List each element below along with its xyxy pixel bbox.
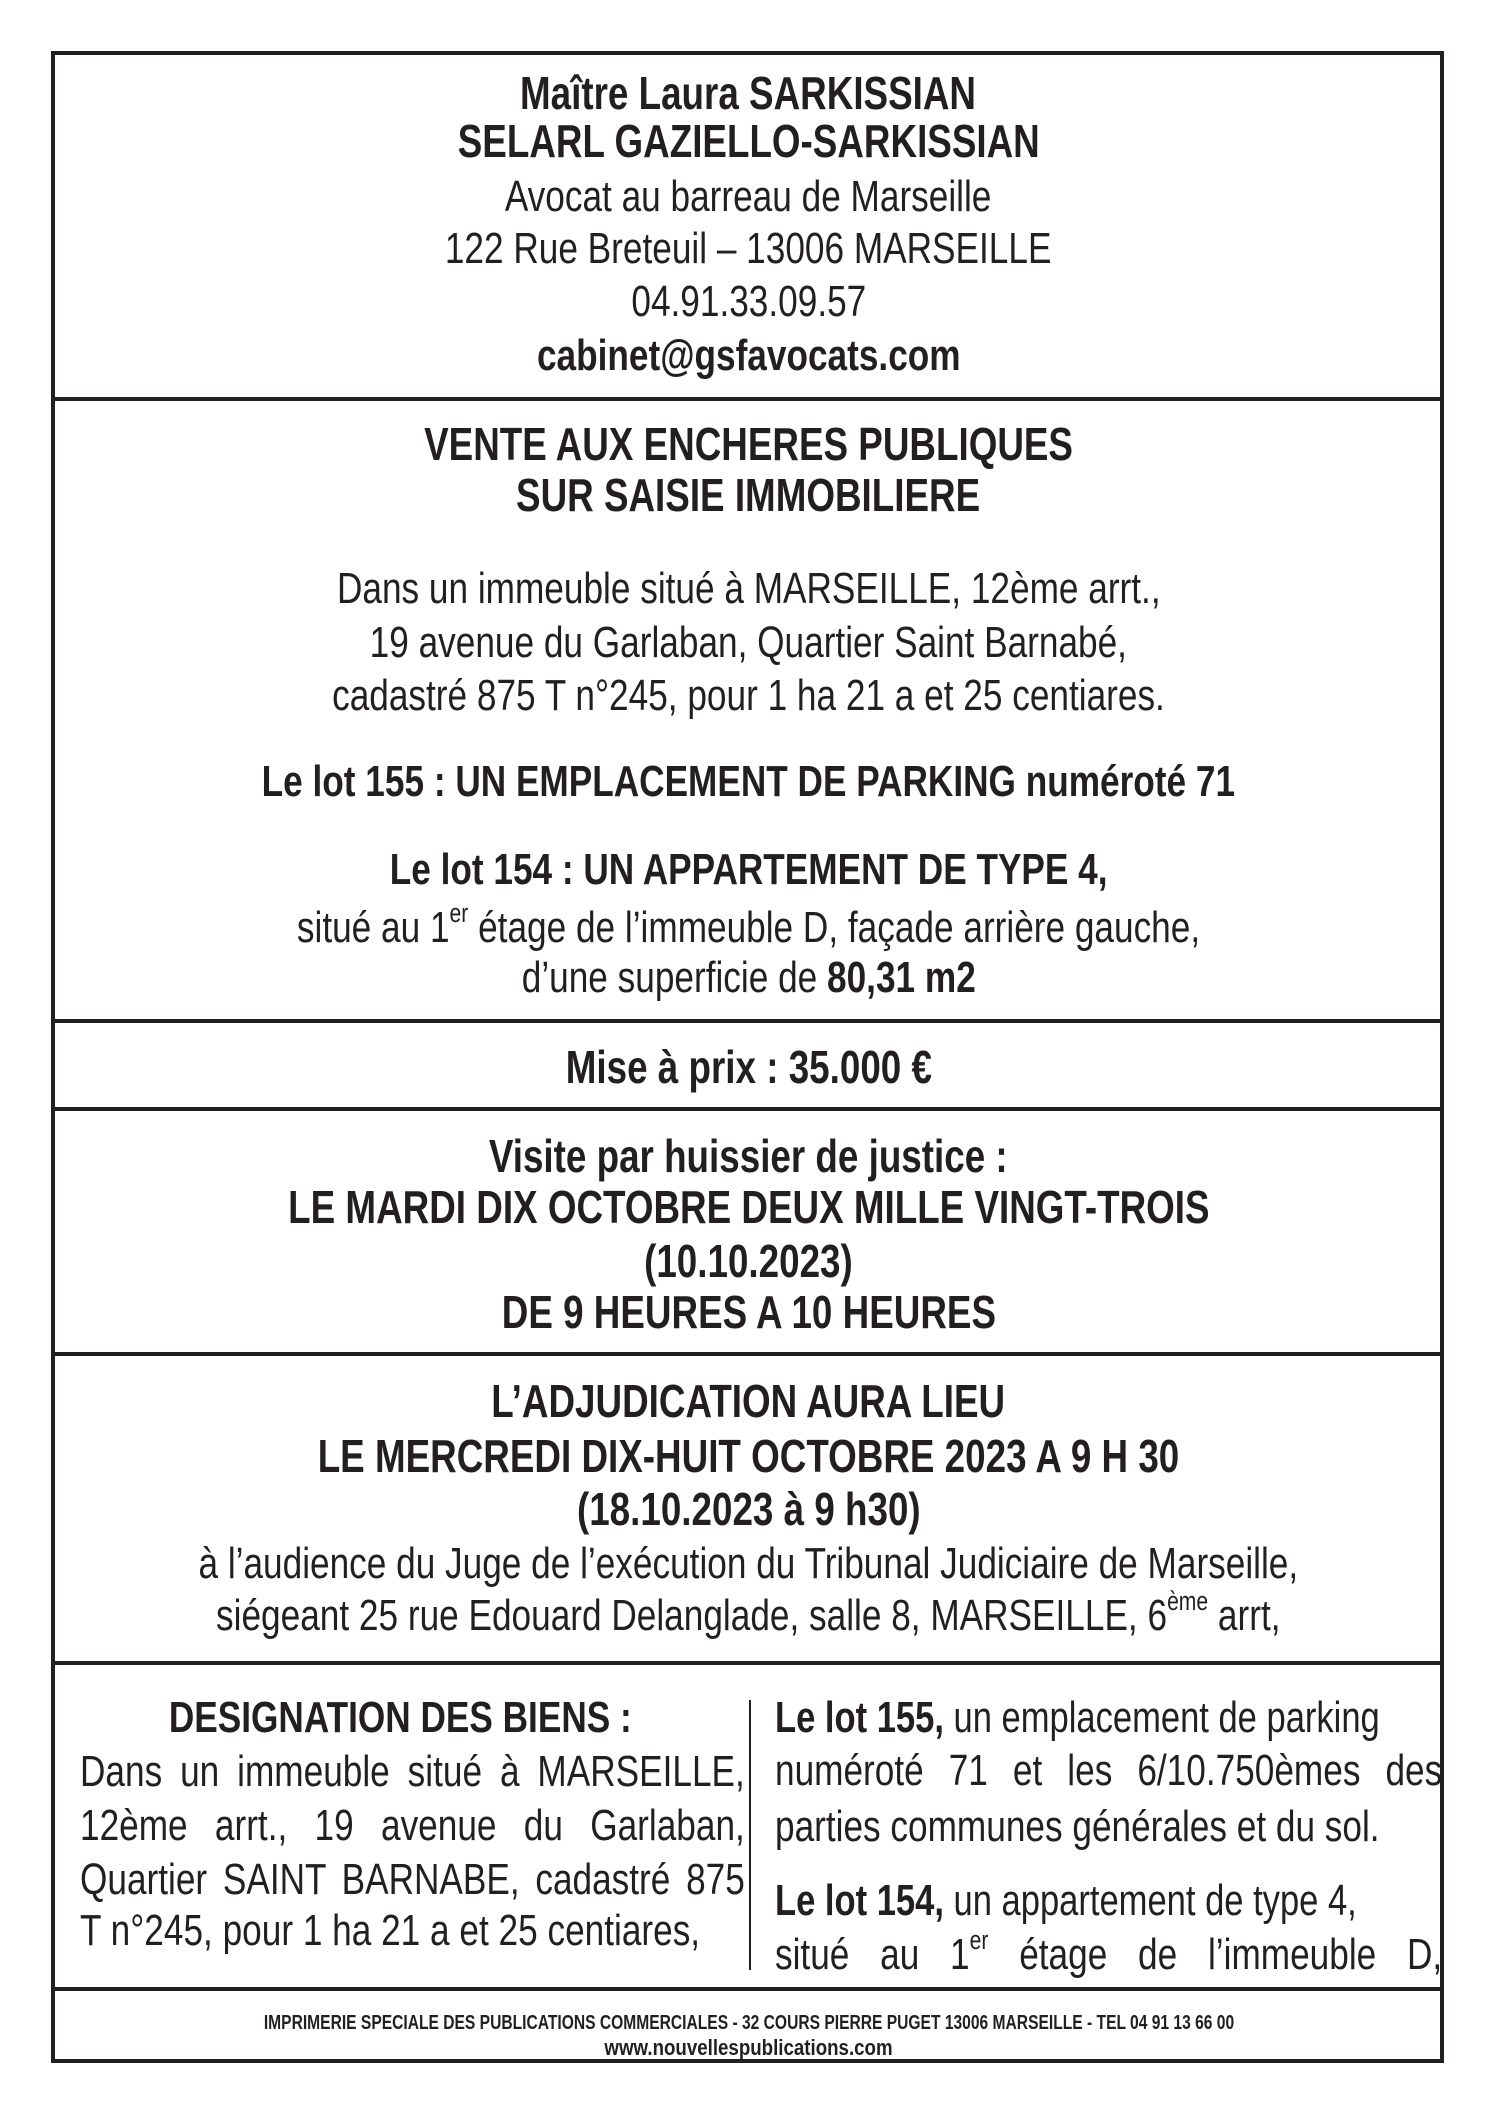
divider-adjudication <box>51 1661 1444 1665</box>
adjudication-line-2: LE MERCREDI DIX-HUIT OCTOBRE 2023 A 9 H 30 <box>317 1430 1180 1482</box>
visit-line-4: DE 9 HEURES A 10 HEURES <box>501 1286 996 1338</box>
visit-line-1: Visite par huissier de justice : <box>489 1130 1008 1182</box>
designation-lot-155-label: Le lot 155, <box>775 1693 944 1742</box>
lot-155-summary <box>0 757 1497 806</box>
designation-lot-154-label: Le lot 154, <box>775 1876 944 1925</box>
adjudication-line-3: (18.10.2023 à 9 h30) <box>576 1483 921 1535</box>
lawyer-address: 122 Rue Breteuil – 13006 MARSEILLE <box>445 224 1052 273</box>
sale-heading-1: VENTE AUX ENCHERES PUBLIQUES <box>424 418 1073 470</box>
lawyer-title: Avocat au barreau de Marseille <box>505 172 992 221</box>
designation-heading: DESIGNATION DES BIENS : <box>168 1693 632 1742</box>
printer-info: IMPRIMERIE SPECIALE DES PUBLICATIONS COMMERCIALES - 32 COURS PIERRE PUGET 13006 MARSEILLE - TEL 04 91 13 66 00 <box>263 2012 1234 2034</box>
adjudication-line-5 <box>0 1586 1497 1640</box>
sale-location-2: 19 avenue du Garlaban, Quartier Saint Barnabé, <box>369 618 1128 667</box>
lawyer-email[interactable]: cabinet@gsfavocats.com <box>536 331 961 380</box>
divider-visit <box>51 1352 1444 1356</box>
lot-154-line-1-b: étage de l’immeuble D, façade arrière gauche, <box>468 903 1201 952</box>
sale-location-3: cadastré 875 T n°245, pour 1 ha 21 a et 25 centiares. <box>332 671 1165 720</box>
lot-155-summary-number: numéroté 71 <box>1016 757 1236 806</box>
visit-line-2: LE MARDI DIX OCTOBRE DEUX MILLE VINGT-TROIS <box>287 1181 1210 1233</box>
adjudication-line-5-b: arrt, <box>1208 1591 1281 1640</box>
sale-heading-2: SUR SAISIE IMMOBILIERE <box>516 469 981 521</box>
designation-left-line-4: T n°245, pour 1 ha 21 a et 25 centiares, <box>80 1906 701 1955</box>
starting-price: Mise à prix : 35.000 € <box>565 1041 932 1093</box>
lot-154-heading: Le lot 154 : UN APPARTEMENT DE TYPE 4, <box>389 845 1108 894</box>
lot-154-line-1-sup: er <box>449 898 469 929</box>
designation-left-line-1: Dans un immeuble situé à MARSEILLE, <box>80 1747 745 1796</box>
divider-sale <box>51 1019 1444 1023</box>
lot-155-summary-bold: Le lot 155 : UN EMPLACEMENT DE PARKING <box>261 757 1017 806</box>
designation-lot-154-line-1 <box>775 1876 1497 1925</box>
designation-lot-154-line-2-sup: er <box>969 1925 989 1956</box>
adjudication-line-1: L’ADJUDICATION AURA LIEU <box>491 1375 1006 1427</box>
designation-lot-155-line-1 <box>775 1693 1497 1742</box>
adjudication-line-4: à l’audience du Juge de l’exécution du Tribunal Judiciaire de Marseille, <box>198 1539 1299 1588</box>
adjudication-line-5-a: siégeant 25 rue Edouard Delanglade, salle 8, MARSEILLE, 6 <box>216 1591 1168 1640</box>
divider-header <box>51 397 1444 401</box>
lot-154-area: 80,31 m2 <box>826 953 976 1002</box>
lot-154-line-2 <box>0 953 1497 1002</box>
designation-lot-154-text: un appartement de type 4, <box>943 1876 1357 1925</box>
lawyer-phone: 04.91.33.09.57 <box>631 277 866 326</box>
designation-left-line-2: 12ème arrt., 19 avenue du Garlaban, <box>80 1801 745 1850</box>
designation-lot-155-text: un emplacement de parking <box>943 1693 1380 1742</box>
lot-154-line-2-a: d’une superficie de <box>521 953 827 1002</box>
designation-lot-154-line-2-b: étage de l’immeuble D, <box>988 1930 1443 1979</box>
designation-lot-155-line-3: parties communes générales et du sol. <box>775 1802 1380 1851</box>
printer-website[interactable]: www.nouvellespublications.com <box>604 2035 893 2060</box>
adjudication-line-5-sup: ème <box>1167 1586 1209 1617</box>
designation-lot-154-line-2 <box>775 1925 1443 1979</box>
lot-154-line-1-a: situé au 1 <box>296 903 450 952</box>
designation-lot-154-line-2-a: situé au 1 <box>775 1930 970 1979</box>
designation-left-line-3: Quartier SAINT BARNABE, cadastré 875 <box>80 1855 745 1904</box>
firm-name: SELARL GAZIELLO-SARKISSIAN <box>457 115 1040 167</box>
lot-154-line-1 <box>0 898 1497 952</box>
divider-price <box>51 1107 1444 1111</box>
lawyer-name: Maître Laura SARKISSIAN <box>520 67 977 119</box>
visit-line-3: (10.10.2023) <box>644 1235 853 1287</box>
designation-lot-155-line-2: numéroté 71 et les 6/10.750èmes des <box>775 1746 1443 1795</box>
divider-footer <box>51 1987 1444 1991</box>
sale-location-1: Dans un immeuble situé à MARSEILLE, 12ème arrt., <box>336 564 1161 613</box>
